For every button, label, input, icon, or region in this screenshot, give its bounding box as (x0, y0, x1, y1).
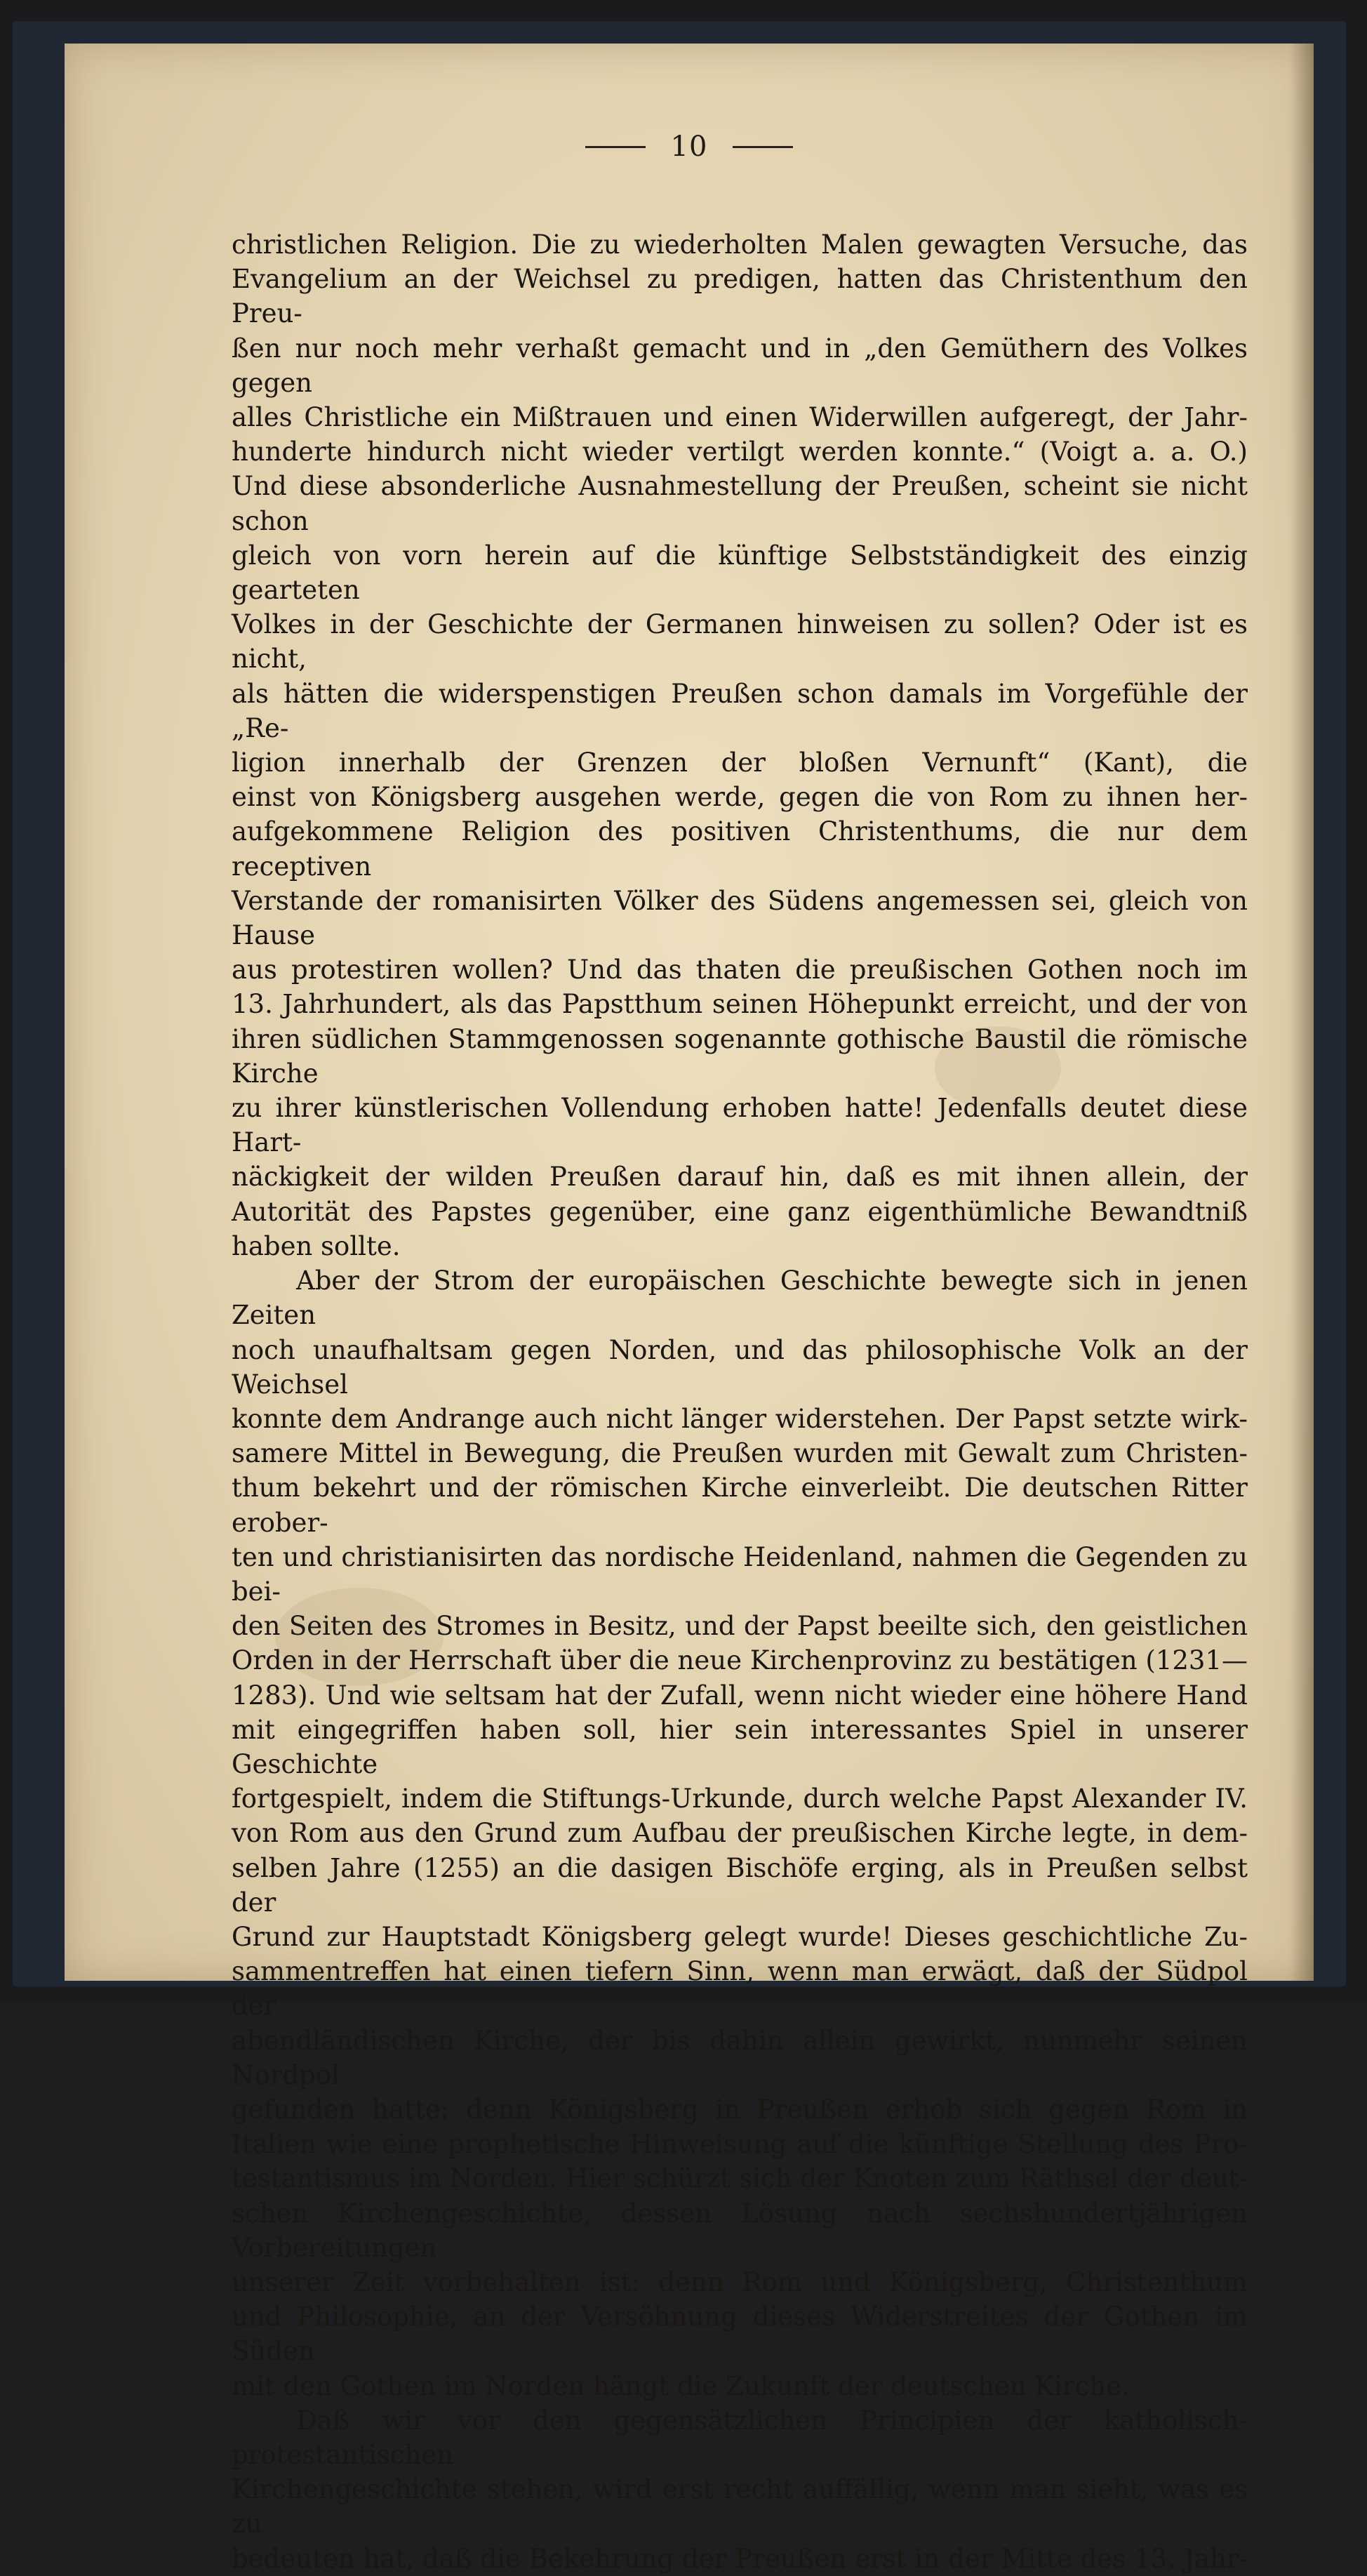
header-rule-left (585, 146, 646, 148)
text-line: als hätten die widerspenstigen Preußen schon damals im Vorgefühle der „Re- (232, 678, 1248, 743)
text-line: gefunden hatte: denn Königsberg in Preußen erhob sich gegen Rom in (232, 2094, 1248, 2125)
text-line: konnte dem Andrange auch nicht länger widerstehen. Der Papst setzte wirk- (232, 1403, 1248, 1434)
text-line: ligion innerhalb der Grenzen der bloßen Vernunft“ (Kant), die (232, 748, 1248, 778)
text-line: von Rom aus den Grund zum Aufbau der preußischen Kirche legte, in dem- (232, 1818, 1248, 1849)
book-page (65, 44, 1314, 2574)
text-line: zu ihrer künstlerischen Vollendung erhoben hatte! Jedenfalls deutet diese Hart- (232, 1093, 1248, 1158)
text-line: Aber der Strom der europäischen Geschichte bewegte sich in jenen Zeiten (232, 1266, 1248, 1331)
text-line: Evangelium an der Weichsel zu predigen, hatten das Christenthum den Preu- (232, 264, 1248, 329)
text-line: 13. Jahrhundert, als das Papstthum seinen Höhepunkt erreicht, und der von (232, 989, 1248, 1020)
text-line: fortgespielt, indem die Stiftungs-Urkunde, durch welche Papst Alexander IV. (232, 1784, 1248, 1814)
text-line: aus protestiren wollen? Und das thaten die preußischen Gothen noch im (232, 955, 1248, 985)
text-line: selben Jahre (1255) an die dasigen Bischöfe erging, als in Preußen selbst der (232, 1852, 1248, 1918)
text-line: Kirchengeschichte stehen, wird erst recht auffällig, wenn man sieht, was es zu (232, 2474, 1248, 2540)
text-line: schen Kirchengeschichte, dessen Lösung nach sechshundertjährigen Vorbereitungen (232, 2198, 1248, 2263)
text-line: ten und christianisirten das nordische Heidenland, nahmen die Gegenden zu bei- (232, 1541, 1248, 1607)
text-line: bedeuten hat, daß die Bekehrung der Preußen erst in der Mitte des 13. Jahr- (232, 2543, 1248, 2574)
text-line: unserer Zeit vorbehalten ist: denn Rom und Königsberg, Christenthum (232, 2266, 1248, 2297)
text-line: einst von Königsberg ausgehen werde, gegen die von Rom zu ihnen her- (232, 782, 1248, 813)
page-number: 10 (670, 131, 708, 163)
text-line: thum bekehrt und der römischen Kirche einverleibt. Die deutschen Ritter erober- (232, 1473, 1248, 1538)
text-line: alles Christliche ein Mißtrauen und einen Widerwillen aufgeregt, der Jahr- (232, 402, 1248, 433)
text-line: Orden in der Herrschaft über die neue Kirchenprovinz zu bestätigen (1231— (232, 1645, 1248, 1676)
paragraph (232, 2403, 1248, 2576)
text-line: hunderte hindurch nicht wieder vertilgt werden konnte.“ (Voigt a. a. O.) (232, 437, 1248, 467)
text-line: Und diese absonderliche Ausnahmestellung der Preußen, scheint sie nicht schon (232, 471, 1248, 536)
text-line: abendländischen Kirche, der bis dahin allein gewirkt, nunmehr seinen Nordpol (232, 2025, 1248, 2090)
text-line: den Seiten des Stromes in Besitz, und der Papst beeilte sich, den geistlichen (232, 1611, 1248, 1642)
header-rule-right (733, 146, 793, 148)
text-line: Volkes in der Geschichte der Germanen hinweisen zu sollen? Oder ist es nicht, (232, 609, 1248, 675)
text-line: Grund zur Hauptstadt Königsberg gelegt wurde! Dieses geschichtliche Zu- (232, 1921, 1248, 1952)
text-line: näckigkeit der wilden Preußen darauf hin, daß es mit ihnen allein, der (232, 1162, 1248, 1193)
text-line: 1283). Und wie seltsam hat der Zufall, wenn nicht wieder eine höhere Hand (232, 1680, 1248, 1711)
text-line: testantismus im Norden. Hier schürzt sich der Knoten zum Räthsel der deut- (232, 2163, 1248, 2194)
text-line: noch unaufhaltsam gegen Norden, und das philosophische Volk an der Weichsel (232, 1334, 1248, 1400)
page-header (65, 122, 1314, 171)
text-line: christlichen Religion. Die zu wiederholten Malen gewagten Versuche, das (232, 230, 1248, 260)
text-line: mit eingegriffen haben soll, hier sein interessantes Spiel in unserer Geschichte (232, 1714, 1248, 1779)
text-line: sammentreffen hat einen tiefern Sinn, wenn man erwägt, daß der Südpol der (232, 1956, 1248, 2021)
text-line: Italien wie eine prophetische Hinweisung auf die künftige Stellung des Pro- (232, 2129, 1248, 2160)
paragraph (232, 227, 1248, 1263)
text-line: ihren südlichen Stammgenossen sogenannte gothische Baustil die römische Kirche (232, 1023, 1248, 1089)
text-line: samere Mittel in Bewegung, die Preußen wurden mit Gewalt zum Christen- (232, 1438, 1248, 1469)
text-line: Verstande der romanisirten Völker des Südens angemessen sei, gleich von Hause (232, 885, 1248, 951)
paragraph (232, 1263, 1248, 2403)
text-line: mit den Gothen im Norden hängt die Zukunft der deutschen Kirche. (232, 2370, 1130, 2401)
text-line: aufgekommene Religion des positiven Christenthums, die nur dem receptiven (232, 816, 1248, 882)
text-line: Daß wir vor den gegensätzlichen Principien der katholisch-protestantischen (232, 2405, 1248, 2470)
text-line: ßen nur noch mehr verhaßt gemacht und in „den Gemüthern des Volkes gegen (232, 333, 1248, 398)
page-spine-shadow (1290, 44, 1314, 1981)
text-line: und Philosophie, an der Versöhnung dieses Widerstreites der Gothen im Süden (232, 2302, 1248, 2367)
text-line: Autorität des Papstes gegenüber, eine ganz eigenthümliche Bewandtniß haben sollte. (232, 1196, 1248, 1261)
body-text (232, 227, 1248, 2576)
text-line: gleich von vorn herein auf die künftige Selbstständigkeit des einzig gearteten (232, 540, 1248, 606)
